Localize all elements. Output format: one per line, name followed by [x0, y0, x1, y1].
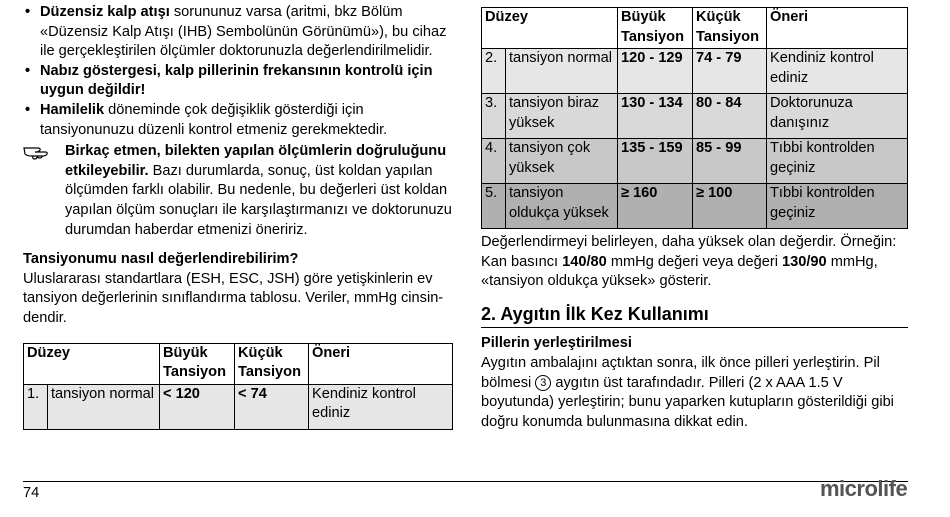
explanation-text: Değerlendirmeyi belirleyen, daha yüksek olan değerdir. Örneğin: Kan basıncı — [481, 234, 897, 270]
row-diastolic: < 74 — [235, 384, 309, 429]
header-advice: Öneri — [309, 343, 453, 384]
row-diastolic: 85 - 99 — [693, 139, 767, 184]
evaluation-section-title: Tansiyonumu nasıl değerlendirebilirim? — [23, 251, 299, 268]
table-row — [482, 139, 908, 184]
header-diastolic: Küçük Tansiyon — [235, 343, 309, 384]
header-systolic: Büyük Tansiyon — [160, 343, 235, 384]
row-systolic: 130 - 134 — [618, 94, 693, 139]
row-number: 4. — [482, 139, 506, 184]
wrist-measurement-note — [23, 142, 453, 240]
example-value-1: 140/80 — [562, 253, 607, 270]
header-diastolic: Küçük Tansiyon — [693, 8, 767, 49]
instruction-text: Aygıtın ambalajını açtıktan sonra, ilk önce pilleri yerleştirin. Pil bölmesi — [481, 354, 880, 391]
instruction-text: aygıtın üst tarafındadır. Pilleri (2 x AAA 1.5 V boyutunda) yerleştirin; bunu yaparken kutupların gösterildiği gibi doğru konumda bulunmasına dikkat edin. — [481, 374, 894, 430]
table-header-row — [24, 343, 453, 384]
header-advice: Öneri — [767, 8, 908, 49]
bullet-bold-text: Düzensiz kalp atışı — [40, 4, 170, 20]
example-value-2: 130/90 — [782, 253, 827, 270]
chapter-title: 2. Aygıtın İlk Kez Kullanımı — [481, 305, 908, 329]
explanation-text: mmHg değeri veya değeri — [606, 253, 782, 270]
left-column — [23, 3, 453, 430]
bullet-bold-text: Hamilelik — [40, 101, 105, 118]
bullet-pregnancy — [23, 101, 453, 140]
table-row — [482, 49, 908, 94]
bp-table-left — [23, 343, 453, 430]
bullet-irregular-heartbeat — [23, 3, 453, 62]
row-diastolic: 80 - 84 — [693, 94, 767, 139]
item-number-circle: 3 — [535, 375, 551, 391]
bullet-pacemaker — [23, 62, 453, 101]
row-advice: Kendiniz kontrol ediniz — [309, 384, 453, 429]
pointing-hand-icon — [23, 142, 49, 162]
bullet-text: döneminde çok değişiklik gösterdiği için tansiyonunuzu düzenli kontrol etmeniz gerekmektedir. — [40, 101, 388, 138]
row-systolic: < 120 — [160, 384, 235, 429]
microlife-logo: microlife — [820, 476, 908, 501]
row-systolic: ≥ 160 — [618, 184, 693, 229]
battery-instructions — [481, 354, 908, 432]
evaluation-section-text: Uluslararası standartlara (ESH, ESC, JSH) göre yetişkinlerin ev tansiyon değerlerinin sınıflandırma tablosu. Veriler, mmHg cinsin-dendir. — [23, 270, 444, 326]
row-diastolic: 74 - 79 — [693, 49, 767, 94]
warning-list — [23, 3, 453, 140]
battery-subtitle: Pillerin yerleştirilmesi — [481, 335, 632, 352]
row-level: tansiyon çok yüksek — [506, 139, 618, 184]
row-advice: Doktorunuza danışınız — [767, 94, 908, 139]
row-number: 1. — [24, 384, 48, 429]
header-level: Düzey — [482, 8, 618, 49]
header-level: Düzey — [24, 343, 160, 384]
explanation-text: mmHg, «tansiyon oldukça yüksek» gösterir. — [481, 253, 878, 290]
row-level: tansiyon biraz yüksek — [506, 94, 618, 139]
evaluation-explanation — [481, 233, 908, 292]
right-column — [481, 3, 908, 432]
row-advice: Tıbbi kontrolden geçiniz — [767, 139, 908, 184]
row-level: tansiyon normal — [506, 49, 618, 94]
page-number: 74 — [23, 485, 40, 501]
row-number: 2. — [482, 49, 506, 94]
row-level: tansiyon oldukça yüksek — [506, 184, 618, 229]
bp-table-right — [481, 7, 908, 229]
bullet-text: sorununuz varsa (aritmi, bkz Bölüm «Düzensiz Kalp Atışı (IHB) Sembolünün Görünümü»), bu cihaz ile gerçekleştirilen ölçümler doktorunuzla değerlendirilmelidir. — [40, 4, 447, 60]
header-systolic: Büyük Tansiyon — [618, 8, 693, 49]
note-bold-text: Birkaç etmen, bilekten yapılan ölçümlerin doğruluğunu etkileyebilir. — [65, 143, 447, 179]
row-number: 5. — [482, 184, 506, 229]
row-diastolic: ≥ 100 — [693, 184, 767, 229]
note-text: Bazı durumlarda, sonuç, üst koldan yapılan ölçümden farklı olabilir. Bu nedenle, bu değerleri üst koldan yapılan ölçüm sonuçları ile karşılaştırmanızı ve doktorunuzu durumdan haberdar etmenizi öneririz. — [65, 162, 452, 238]
row-number: 3. — [482, 94, 506, 139]
row-systolic: 120 - 129 — [618, 49, 693, 94]
table-row — [482, 94, 908, 139]
table-row — [24, 384, 453, 429]
footer-divider — [23, 481, 908, 482]
row-level: tansiyon normal — [48, 384, 160, 429]
bullet-bold-text: Nabız göstergesi, kalp pillerinin frekansının kontrolü için uygun değildir! — [40, 62, 433, 99]
row-advice: Kendiniz kontrol ediniz — [767, 49, 908, 94]
table-row — [482, 184, 908, 229]
row-advice: Tıbbi kontrolden geçiniz — [767, 184, 908, 229]
table-header-row — [482, 8, 908, 49]
row-systolic: 135 - 159 — [618, 139, 693, 184]
